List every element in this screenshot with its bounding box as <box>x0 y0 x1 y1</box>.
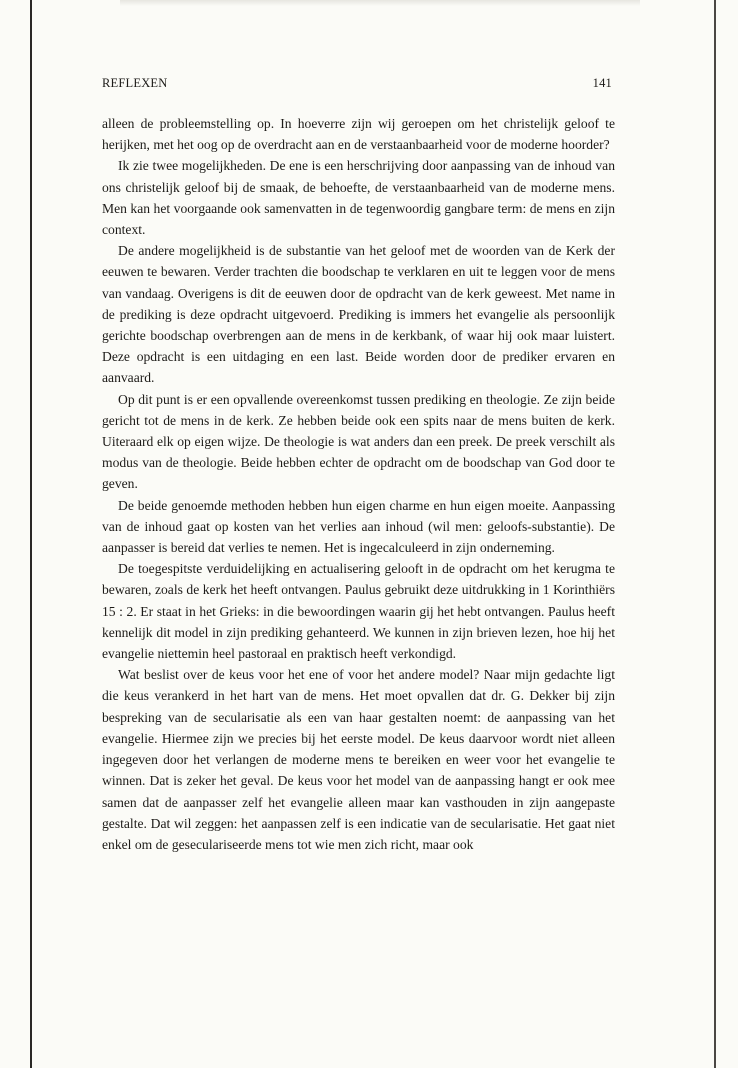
paragraph-5: De beide genoemde methoden hebben hun eigen charme en hun eigen moeite. Aanpassing van de inhoud gaat op kosten van het verlies aan inhoud (wil men: geloofs-substantie). De aanpasser is bereid dat verlies te nemen. Het is ingecalculeerd in zijn onderneming. <box>102 497 615 556</box>
page-number: 141 <box>592 76 612 90</box>
scan-top-shadow <box>120 0 640 6</box>
running-head: REFLEXEN <box>102 76 168 90</box>
page-right-edge <box>714 0 716 1068</box>
page-header <box>102 76 612 94</box>
paragraph-1: alleen de probleemstelling op. In hoeverre zijn wij geroepen om het christelijk geloof te herijken, met het oog op de overdracht aan en de verstaanbaarheid voor de moderne hoorder? <box>102 116 615 153</box>
paragraph-4: Op dit punt is er een opvallende overeenkomst tussen prediking en theologie. Ze zijn beide gericht tot de mens in de kerk. Ze hebben beide ook een spits naar de mens buiten de kerk. Uiteraard elk op eigen wijze. De theologie is wat anders dan een preek. De preek verschilt als modus van de theologie. Beide hebben echter de opdracht om de boodschap van God door te geven. <box>102 391 615 492</box>
paragraph-7: Wat beslist over de keus voor het ene of voor het andere model? Naar mijn gedachte ligt die keus verankerd in het hart van de mens. Het moet opvallen dat dr. G. Dekker bij zijn bespreking van de secularisatie als een van haar gestalten noemt: de aanpassing van het evangelie. Hiermee zijn we precies bij het eerste model. De keus daarvoor wordt niet alleen ingegeven door het verlangen de moderne mens te bereiken en weer voor het evangelie te winnen. Dat is zeker het geval. De keus voor het model van de aanpassing hangt er ook mee samen dat de aanpasser zelf het evangelie alleen maar kan vasthouden in zijn aangepaste gestalte. Dat wil zeggen: het aanpassen zelf is een indicatie van de secularisatie. Het gaat niet enkel om de geseculariseerde mens tot wie men zich richt, maar ook <box>102 667 615 852</box>
body-text <box>102 113 615 855</box>
page-left-edge <box>30 0 32 1068</box>
paragraph-3: De andere mogelijkheid is de substantie van het geloof met de woorden van de Kerk der eeuwen te bewaren. Verder trachten die boodschap te verklaren en uit te leggen voor de mens van vandaag. Overigens is dit de eeuwen door de opdracht van de kerk geweest. Met name in de prediking is deze opdracht uitgevoerd. Prediking is immers het evangelie als persoonlijk gerichte boodschap overbrengen aan de mens in de kerkbank, of waar hij ook maar luistert. Deze opdracht is een uitdaging en een last. Beide worden door de prediker ervaren en aanvaard. <box>102 243 615 386</box>
paragraph-2: Ik zie twee mogelijkheden. De ene is een herschrijving door aanpassing van de inhoud van ons christelijk geloof bij de smaak, de behoefte, de verstaanbaarheid van de moderne mens. Men kan het voorgaande ook samenvatten in de tegenwoordig gangbare term: de mens en zijn context. <box>102 158 615 238</box>
paragraph-6: De toegespitste verduidelijking en actualisering gelooft in de opdracht om het kerugma te bewaren, zoals de kerk het heeft ontvangen. Paulus gebruikt deze uitdrukking in 1 Korinthiërs 15 : 2. Er staat in het Grieks: in die bewoordingen waarin gij het hebt ontvangen. Paulus heeft kennelijk dit model in zijn prediking gehanteerd. We kunnen in zijn brieven lezen, hoe hij het evangelie niettemin heel pastoraal en praktisch heeft verkondigd. <box>102 561 615 662</box>
